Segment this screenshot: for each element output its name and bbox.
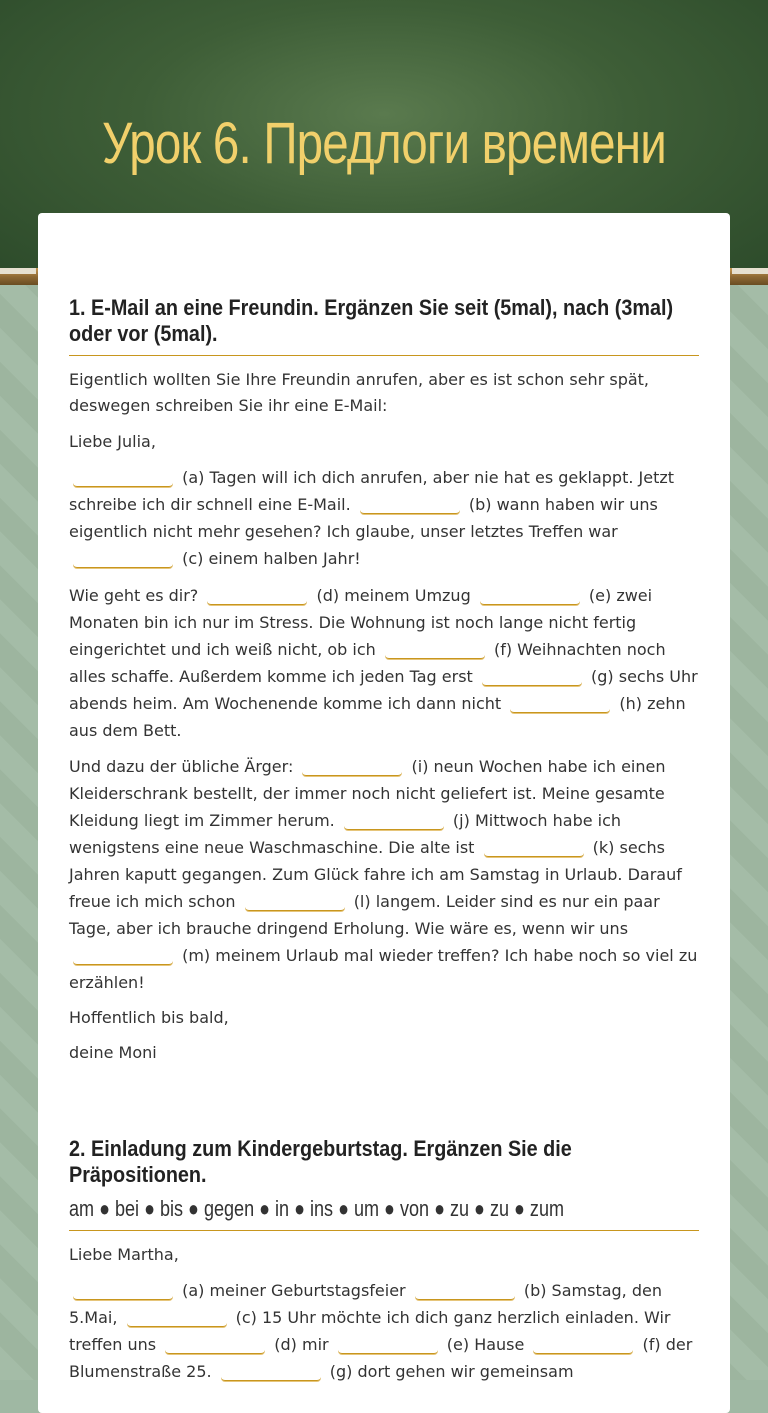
blank-1a[interactable] <box>73 470 173 487</box>
blank-2c[interactable] <box>127 1310 227 1327</box>
chalk-piece-right <box>732 268 768 274</box>
blank-2f[interactable] <box>533 1337 633 1354</box>
section2-heading: 2. Einladung zum Kindergeburtstag. Ergänzen Sie die Präpositionen. <box>69 1136 572 1187</box>
section1-heading: 1. E-Mail an eine Freundin. Ergänzen Sie seit (5mal), nach (3mal) oder vor (5mal). <box>69 295 674 346</box>
blank-1c[interactable] <box>73 551 173 568</box>
section1-closing: Hoffentlich bis bald, <box>69 1008 229 1027</box>
blank-2g[interactable] <box>221 1364 321 1381</box>
section1-intro: Eigentlich wollten Sie Ihre Freundin anrufen, aber es ist schon sehr spät, deswegen schreiben Sie ihr eine E-Mail: <box>69 370 650 415</box>
section2-greeting: Liebe Martha, <box>69 1245 179 1264</box>
blank-2b[interactable] <box>415 1283 515 1300</box>
blank-2d[interactable] <box>165 1337 265 1354</box>
blank-1k[interactable] <box>484 840 584 857</box>
worksheet-content <box>69 213 699 1385</box>
blank-1g[interactable] <box>482 669 582 686</box>
section2-paragraph-1: (a) meiner Geburtstagsfeier (b) Samstag, den 5.Mai, (c) 15 Uhr möchte ich dich ganz herzlich einladen. Wir treffen uns (d) mir (e) Hause (f) der Blumenstraße 25. (g) dort gehen wir gemeinsam <box>69 1281 693 1381</box>
blank-1i[interactable] <box>302 759 402 776</box>
blank-1d[interactable] <box>207 588 307 605</box>
section1-signature: deine Moni <box>69 1043 157 1062</box>
blank-1h[interactable] <box>510 696 610 713</box>
section1-paragraph-1: (a) Tagen will ich dich anrufen, aber nie hat es geklappt. Jetzt schreibe ich dir schnell eine E-Mail. (b) wann haben wir uns eigentlich nicht mehr gesehen? Ich glaube, unser letztes Treffen war (c) einem halben Jahr! <box>69 468 675 568</box>
worksheet-card <box>38 213 730 1413</box>
section1-greeting: Liebe Julia, <box>69 432 156 451</box>
blank-1e[interactable] <box>480 588 580 605</box>
blank-1f[interactable] <box>385 642 485 659</box>
preposition-options: am ● bei ● bis ● gegen ● in ● ins ● um ● von ● zu ● zu ● zum <box>69 1196 565 1221</box>
page-title: Урок 6. Предлоги времени <box>101 111 667 176</box>
section1-paragraph-2: Wie geht es dir? (d) meinem Umzug (e) zwei Monaten bin ich nur im Stress. Die Wohnung ist noch lange nicht fertig eingerichtet und ich weiß nicht, ob ich (f) Weihnachten noch alles schaffe. Außerdem komme ich jeden Tag erst (g) sechs Uhr abends heim. Am Wochenende komme ich dann nicht (h) zehn aus dem Bett. <box>69 586 698 740</box>
chalk-piece-left <box>0 268 36 274</box>
blank-1m[interactable] <box>73 948 173 965</box>
blank-1j[interactable] <box>344 813 444 830</box>
blank-1b[interactable] <box>360 497 460 514</box>
blank-2a[interactable] <box>73 1283 173 1300</box>
section1-paragraph-3: Und dazu der übliche Ärger: (i) neun Wochen habe ich einen Kleiderschrank bestellt, der immer noch nicht geliefert ist. Meine gesamte Kleidung liegt im Zimmer herum. (j) Mittwoch habe ich wenigstens eine neue Waschmaschine. Die alte ist (k) sechs Jahren kaputt gegangen. Zum Glück fahre ich am Samstag in Urlaub. Darauf freue ich mich schon (l) langem. Leider sind es nur ein paar Tage, aber ich brauche dringend Erholung. Wie wäre es, wenn wir uns (m) meinem Urlaub mal wieder treffen? Ich habe noch so viel zu erzählen! <box>69 757 698 992</box>
blank-1l[interactable] <box>245 894 345 911</box>
blank-2e[interactable] <box>338 1337 438 1354</box>
